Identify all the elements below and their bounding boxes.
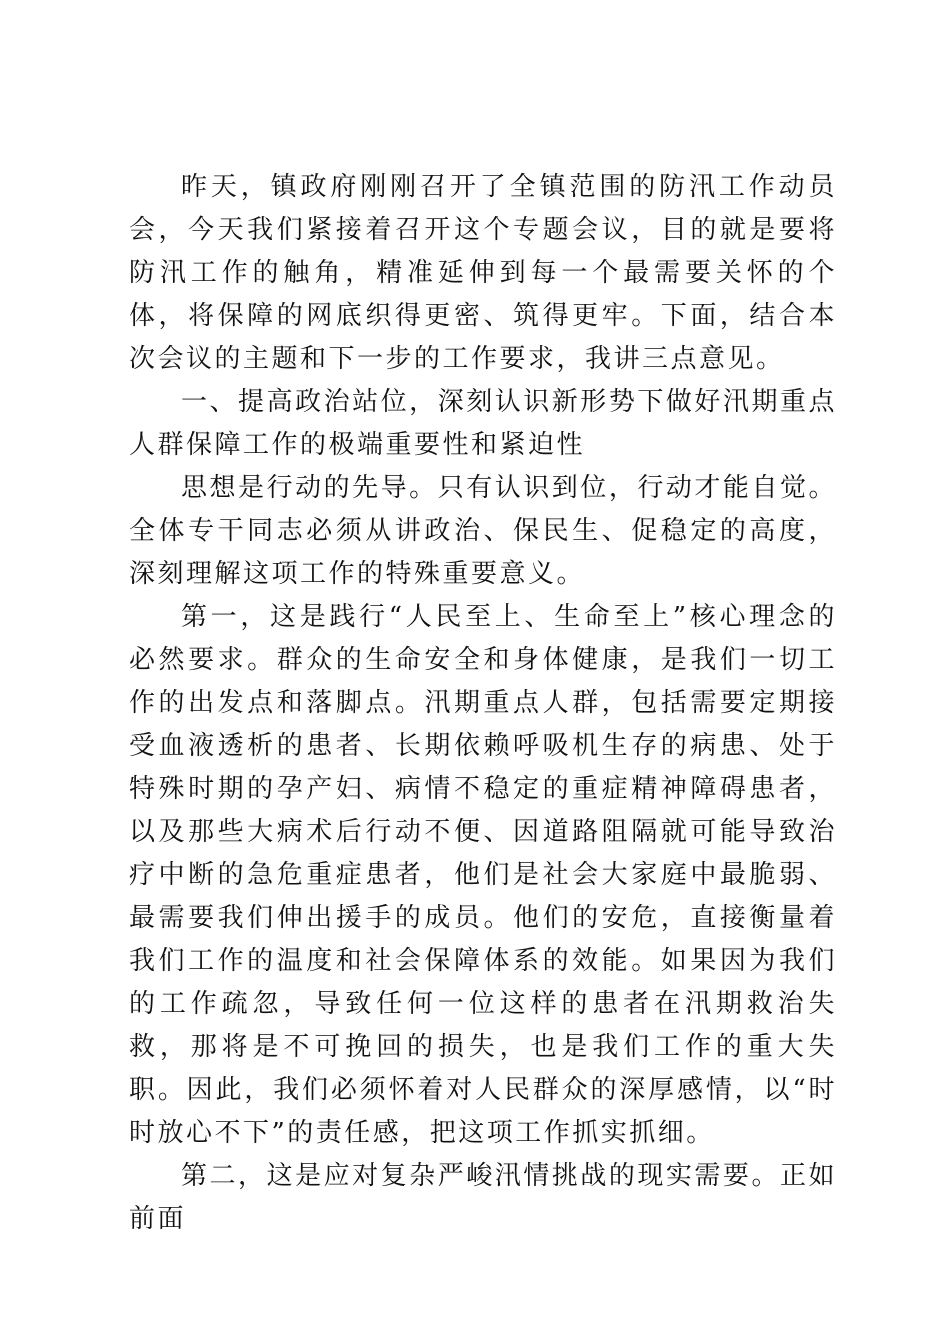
paragraph-point-2: 第二，这是应对复杂严峻汛情挑战的现实需要。正如前面: [129, 1161, 837, 1234]
section-heading-1: 一、提高政治站位，深刻认识新形势下做好汛期重点人群保障工作的极端重要性和紧迫性: [129, 387, 837, 460]
paragraph-point-1: 第一，这是践行“人民至上、生命至上”核心理念的必然要求。群众的生命安全和身体健康，是我们一切工作的出发点和落脚点。汛期重点人群，包括需要定期接受血液透析的患者、长期依赖呼吸机生存的病患、处于特殊时期的孕产妇、病情不稳定的重症精神障碍患者，以及那些大病术后行动不便、因道路阻隔就可能导致治疗中断的急危重症患者，他们是社会大家庭中最脆弱、最需要我们伸出援手的成员。他们的安危，直接衡量着我们工作的温度和社会保障体系的效能。如果因为我们的工作疏忽，导致任何一位这样的患者在汛期救治失救，那将是不可挽回的损失，也是我们工作的重大失职。因此，我们必须怀着对人民群众的深厚感情，以“时时放心不下”的责任感，把这项工作抓实抓细。: [129, 602, 837, 1148]
document-body: [129, 166, 837, 1241]
paragraph-opening: 昨天，镇政府刚刚召开了全镇范围的防汛工作动员会，今天我们紧接着召开这个专题会议，目的就是要将防汛工作的触角，精准延伸到每一个最需要关怀的个体，将保障的网底织得更密、筑得更牢。下面，结合本次会议的主题和下一步的工作要求，我讲三点意见。: [129, 172, 837, 374]
paragraph-thought: 思想是行动的先导。只有认识到位，行动才能自觉。全体专干同志必须从讲政治、保民生、促稳定的高度，深刻理解这项工作的特殊重要意义。: [129, 473, 837, 589]
